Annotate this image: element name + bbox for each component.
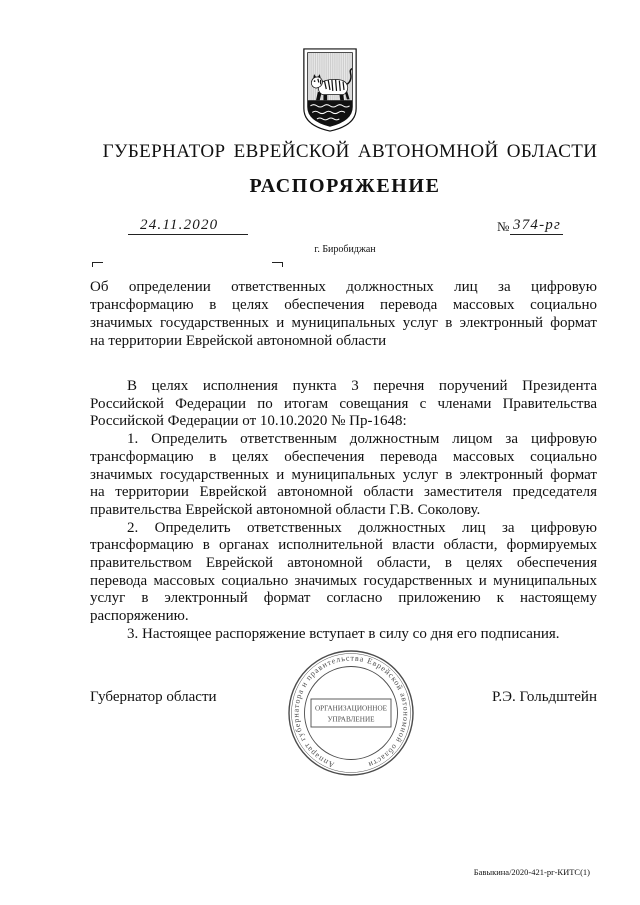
stamp-center-line-1: ОРГАНИЗАЦИОННОЕ xyxy=(315,704,388,713)
body-line: правительством Еврейской автономной области, в целях обеспечения xyxy=(90,555,597,572)
body-line: 3. Настоящее распоряжение вступает в силу со дня его подписания. xyxy=(127,625,560,642)
document-type-heading: РАСПОРЯЖЕНИЕ xyxy=(249,175,441,197)
item-3-paragraph xyxy=(90,626,597,644)
item-1-paragraph xyxy=(90,431,597,520)
authority-title: ГУБЕРНАТОР ЕВРЕЙСКОЙ АВТОНОМНОЙ ОБЛАСТИ xyxy=(102,141,598,162)
body-line: Российской Федерации от 10.10.2020 № Пр-1648: xyxy=(90,413,407,430)
place-of-issue: г. Биробиджан xyxy=(314,244,376,255)
body-line: распоряжению. xyxy=(90,608,189,625)
body-line: правительства Еврейской автономной области Г.В. Соколову. xyxy=(90,501,481,518)
corner-mark-left xyxy=(92,262,103,267)
coat-of-arms-icon xyxy=(302,46,358,134)
signatory-position: Губернатор области xyxy=(90,689,217,705)
date-field xyxy=(128,217,248,235)
preamble-paragraph xyxy=(90,378,597,431)
subject-line: трансформацию в целях обеспечения перевода массовых социально xyxy=(90,297,597,313)
stamp-inner-ring xyxy=(305,667,398,760)
handwritten-date: 24.11.2020 xyxy=(140,217,219,233)
body-line: услуг в электронный формат согласно приложению к настоящему xyxy=(90,590,597,607)
body-line: трансформацию в целях обеспечения перевода массовых социально xyxy=(90,448,597,465)
body-line: 2. Определить ответственных должностных лиц за цифровую xyxy=(127,519,597,536)
number-sign: № xyxy=(497,219,510,234)
subject-line: значимых государственных и муниципальных услуг в электронный формат xyxy=(90,315,597,331)
body-line: перевода массовых социально значимых государственных и муниципальных xyxy=(90,572,597,589)
body-line: Российской Федерации по итогам совещания с членами Правительства xyxy=(90,395,597,412)
body-line: В целях исполнения пункта 3 перечня поручений Президента xyxy=(127,378,597,394)
body-line: значимых государственных и муниципальных услуг в электронный формат xyxy=(90,466,597,483)
subject-line: Об определении ответственных должностных лиц за цифровую xyxy=(90,279,597,295)
body-text xyxy=(90,378,597,644)
body-line: 1. Определить ответственным должностным лицом за цифровую xyxy=(127,431,597,448)
official-stamp xyxy=(286,648,416,778)
signatory-name: Р.Э. Гольдштейн xyxy=(491,689,597,705)
body-line: на территории Еврейской автономной области заместителя председателя xyxy=(90,484,597,501)
subject-paragraph xyxy=(90,278,597,350)
stamp-outer-ring xyxy=(289,651,413,775)
number-field xyxy=(510,217,563,235)
stamp-center-line-2: УПРАВЛЕНИЕ xyxy=(327,715,375,724)
item-2-paragraph xyxy=(90,520,597,626)
corner-mark-right xyxy=(272,262,283,267)
body-line: трансформацию в органах исполнительной власти области, формируемых xyxy=(90,537,597,554)
handwritten-number: 374-рг xyxy=(513,217,562,233)
stamp-ring-text-path: Аппарат губернатора и правительства Еврейской автономной области xyxy=(291,653,411,770)
executor-reference: Бавыкина/2020-421-рг-КИТС(1) xyxy=(473,867,590,877)
subject-line: на территории Еврейской автономной области xyxy=(90,333,387,349)
